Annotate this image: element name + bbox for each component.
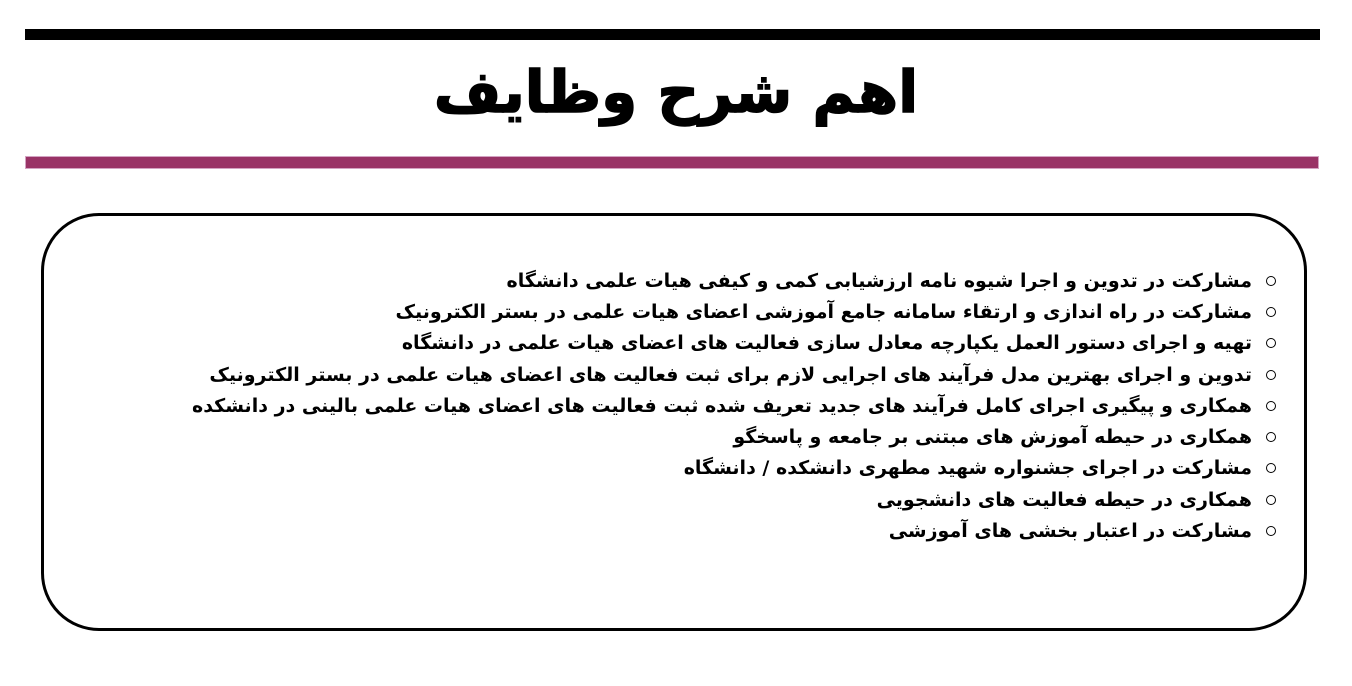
list-item: [74, 453, 1276, 484]
list-item-text: همکاری و پیگیری اجرای کامل فرآیند های جدید تعریف شده ثبت فعالیت های اعضای هیات علمی بالینی در دانشکده: [191, 394, 1252, 417]
list-item: [74, 515, 1276, 546]
list-item: [74, 265, 1276, 296]
list-item-text: مشارکت در اجرای جشنواره شهید مطهری دانشکده / دانشگاه: [683, 457, 1252, 480]
list-item: [74, 390, 1276, 421]
list-item-text: همکاری در حیطه فعالیت های دانشجویی: [876, 488, 1252, 511]
list-item-text: مشارکت در راه اندازی و ارتقاء سامانه جامع آموزشی اعضای هیات علمی در بستر الکترونیک: [395, 300, 1252, 323]
list-item: [74, 328, 1276, 359]
bullet-circle-icon: [1266, 495, 1276, 505]
list-item-text: مشارکت در تدوین و اجرا شیوه نامه ارزشیابی کمی و کیفی هیات علمی دانشگاه: [506, 269, 1252, 292]
list-item: [74, 296, 1276, 327]
top-divider-bar: [25, 29, 1320, 40]
bullet-circle-icon: [1266, 370, 1276, 380]
page-title: اهم شرح وظایف: [433, 58, 919, 126]
list-item-text: همکاری در حیطه آموزش های مبتنی بر جامعه و پاسخگو: [733, 426, 1252, 449]
title-underline-bar: [25, 156, 1319, 169]
bullet-circle-icon: [1266, 463, 1276, 473]
bullet-circle-icon: [1266, 401, 1276, 411]
list-item: [74, 359, 1276, 390]
content-box: [41, 213, 1307, 631]
duties-list: [74, 265, 1276, 547]
bullet-circle-icon: [1266, 276, 1276, 286]
list-item: [74, 421, 1276, 452]
bullet-circle-icon: [1266, 307, 1276, 317]
list-item: [74, 484, 1276, 515]
list-item-text: تهیه و اجرای دستور العمل یکپارچه معادل سازی فعالیت های اعضای هیات علمی در دانشگاه: [401, 332, 1252, 355]
list-item-text: تدوین و اجرای بهترین مدل فرآیند های اجرایی لازم برای ثبت فعالیت های اعضای هیات علمی در بستر الکترونیک: [209, 363, 1252, 386]
list-item-text: مشارکت در اعتبار بخشی های آموزشی: [888, 520, 1252, 543]
bullet-circle-icon: [1266, 432, 1276, 442]
bullet-circle-icon: [1266, 338, 1276, 348]
bullet-circle-icon: [1266, 526, 1276, 536]
